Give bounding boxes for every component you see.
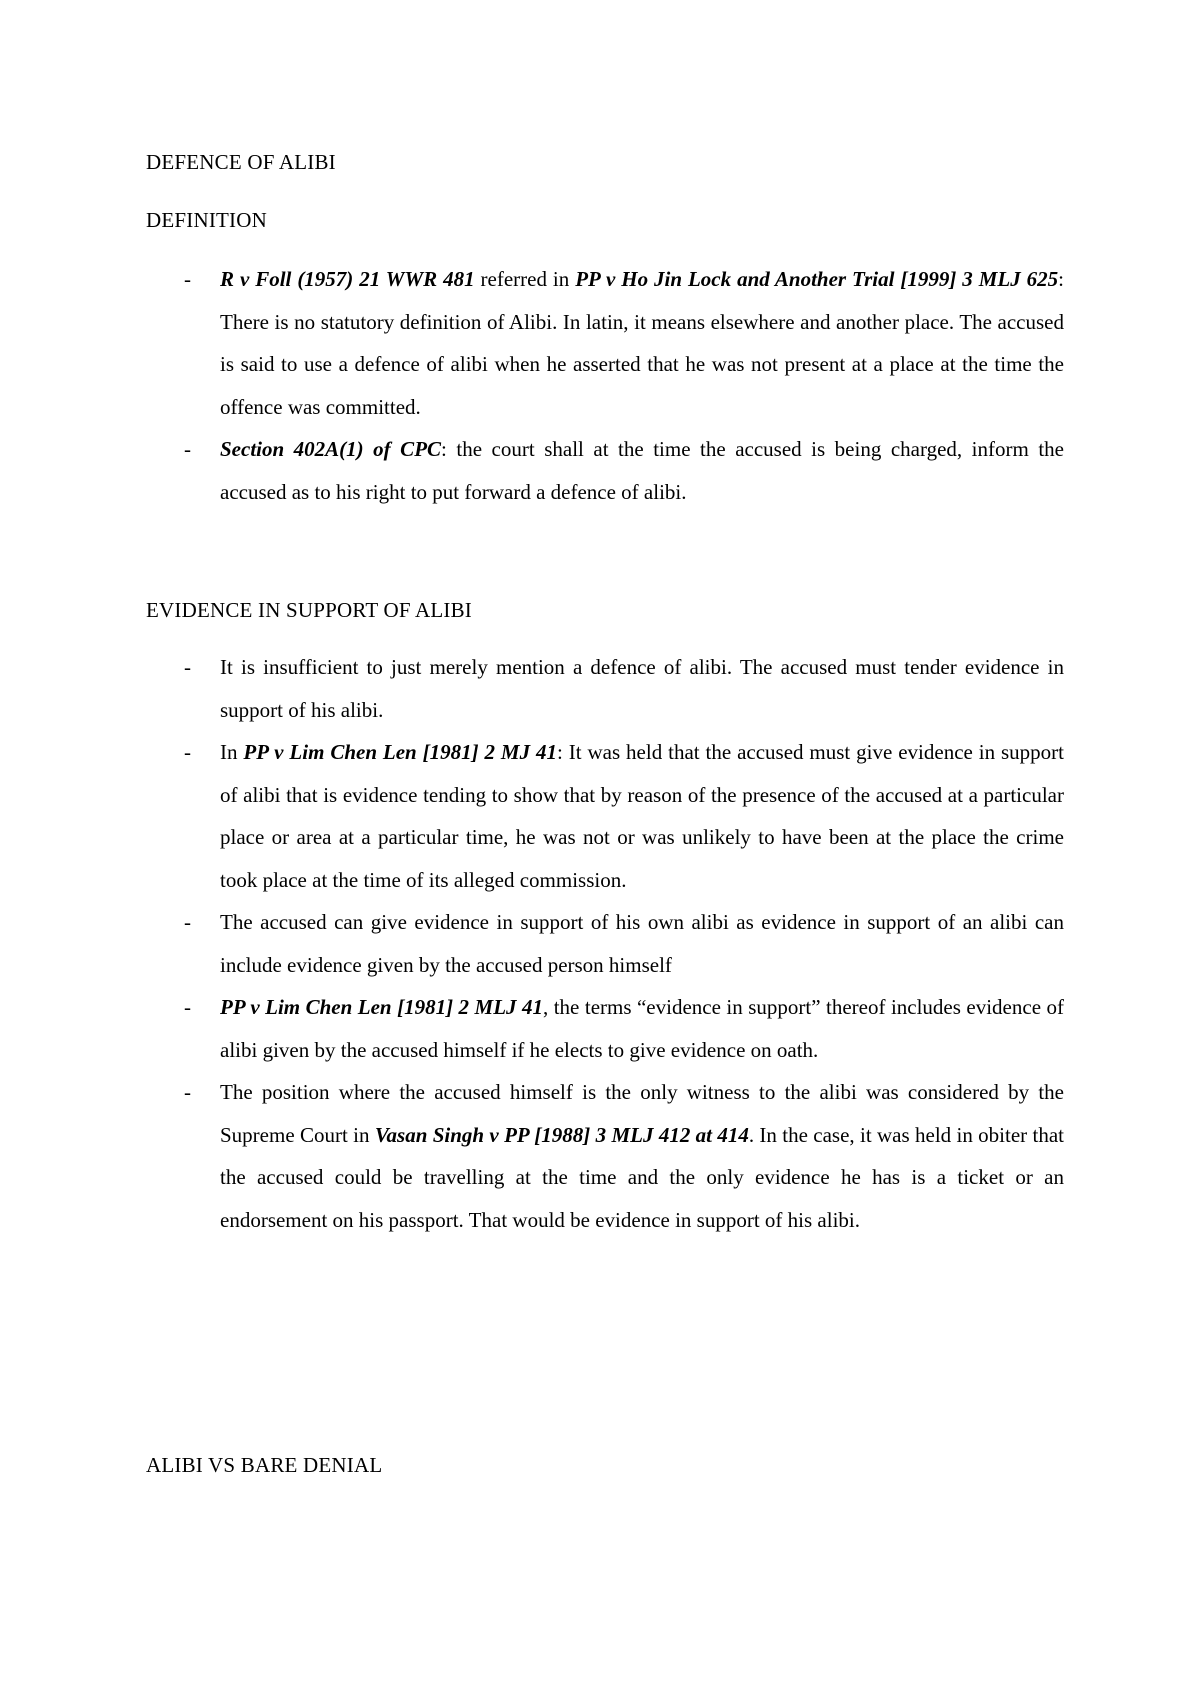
case-citation: PP v Lim Chen Len [1981] 2 MLJ 41 [220,995,543,1019]
bullet-dash: - [184,1080,191,1104]
item-text: The accused can give evidence in support of his own alibi as evidence in support of an alibi can include evidence given by the accused person himself [220,910,1064,977]
bullet-dash: - [184,437,191,461]
definition-list [146,258,1064,513]
item-text: : There is no statutory definition of Alibi. In latin, it means elsewhere and another place. The accused is said to use a defence of alibi when he asserted that he was not present at a place at the time the offence was committed. [220,267,1064,419]
item-text: It is insufficient to just merely mention a defence of alibi. The accused must tender evidence in support of his alibi. [220,655,1064,722]
evidence-list [146,646,1064,1241]
item-text: In [220,740,244,764]
list-item [146,1071,1064,1241]
bullet-dash: - [184,267,191,291]
statute-citation: Section 402A(1) of CPC [220,437,442,461]
list-item [146,986,1064,1071]
case-citation: PP v Lim Chen Len [1981] 2 MJ 41 [243,740,558,764]
bullet-dash: - [184,740,191,764]
document-title: DEFENCE OF ALIBI [146,150,336,174]
case-citation: R v Foll (1957) 21 WWR 481 [220,267,475,291]
list-item [146,646,1064,731]
section-heading-bare-denial: ALIBI VS BARE DENIAL [146,1453,383,1477]
bullet-dash: - [184,655,191,679]
list-item [146,901,1064,986]
section-heading-evidence: EVIDENCE IN SUPPORT OF ALIBI [146,598,472,622]
item-text: : It was held that the accused must give evidence in support of alibi that is evidence tending to show that by reason of the presence of the accused at a particular place or area at a particular time, he was not or was unlikely to have been at the place the crime took place at the time of its alleged commission. [220,740,1064,892]
list-item [146,428,1064,513]
case-citation: PP v Ho Jin Lock and Another Trial [1999] 3 MLJ 625 [575,267,1059,291]
item-text: , the terms “evidence in support” thereof includes evidence of alibi given by the accused himself if he elects to give evidence on oath. [220,995,1064,1062]
list-item [146,731,1064,901]
item-text: : the court shall at the time the accused is being charged, inform the accused as to his right to put forward a defence of alibi. [220,437,1064,504]
list-item [146,258,1064,428]
bullet-dash: - [184,995,191,1019]
case-citation: Vasan Singh v PP [1988] 3 MLJ 412 at 414 [374,1122,749,1147]
item-text: referred in [474,267,576,291]
item-text: . In the case, it was held in obiter that the accused could be travelling at the time and the only evidence he has is a ticket or an endorsement on his passport. That would be evidence in support of his alibi. [220,1122,1064,1232]
bullet-dash: - [184,910,191,934]
section-heading-definition: DEFINITION [146,208,267,232]
item-text: The position where the accused himself is the only witness to the alibi was considered by the Supreme Court in [220,1080,1064,1147]
